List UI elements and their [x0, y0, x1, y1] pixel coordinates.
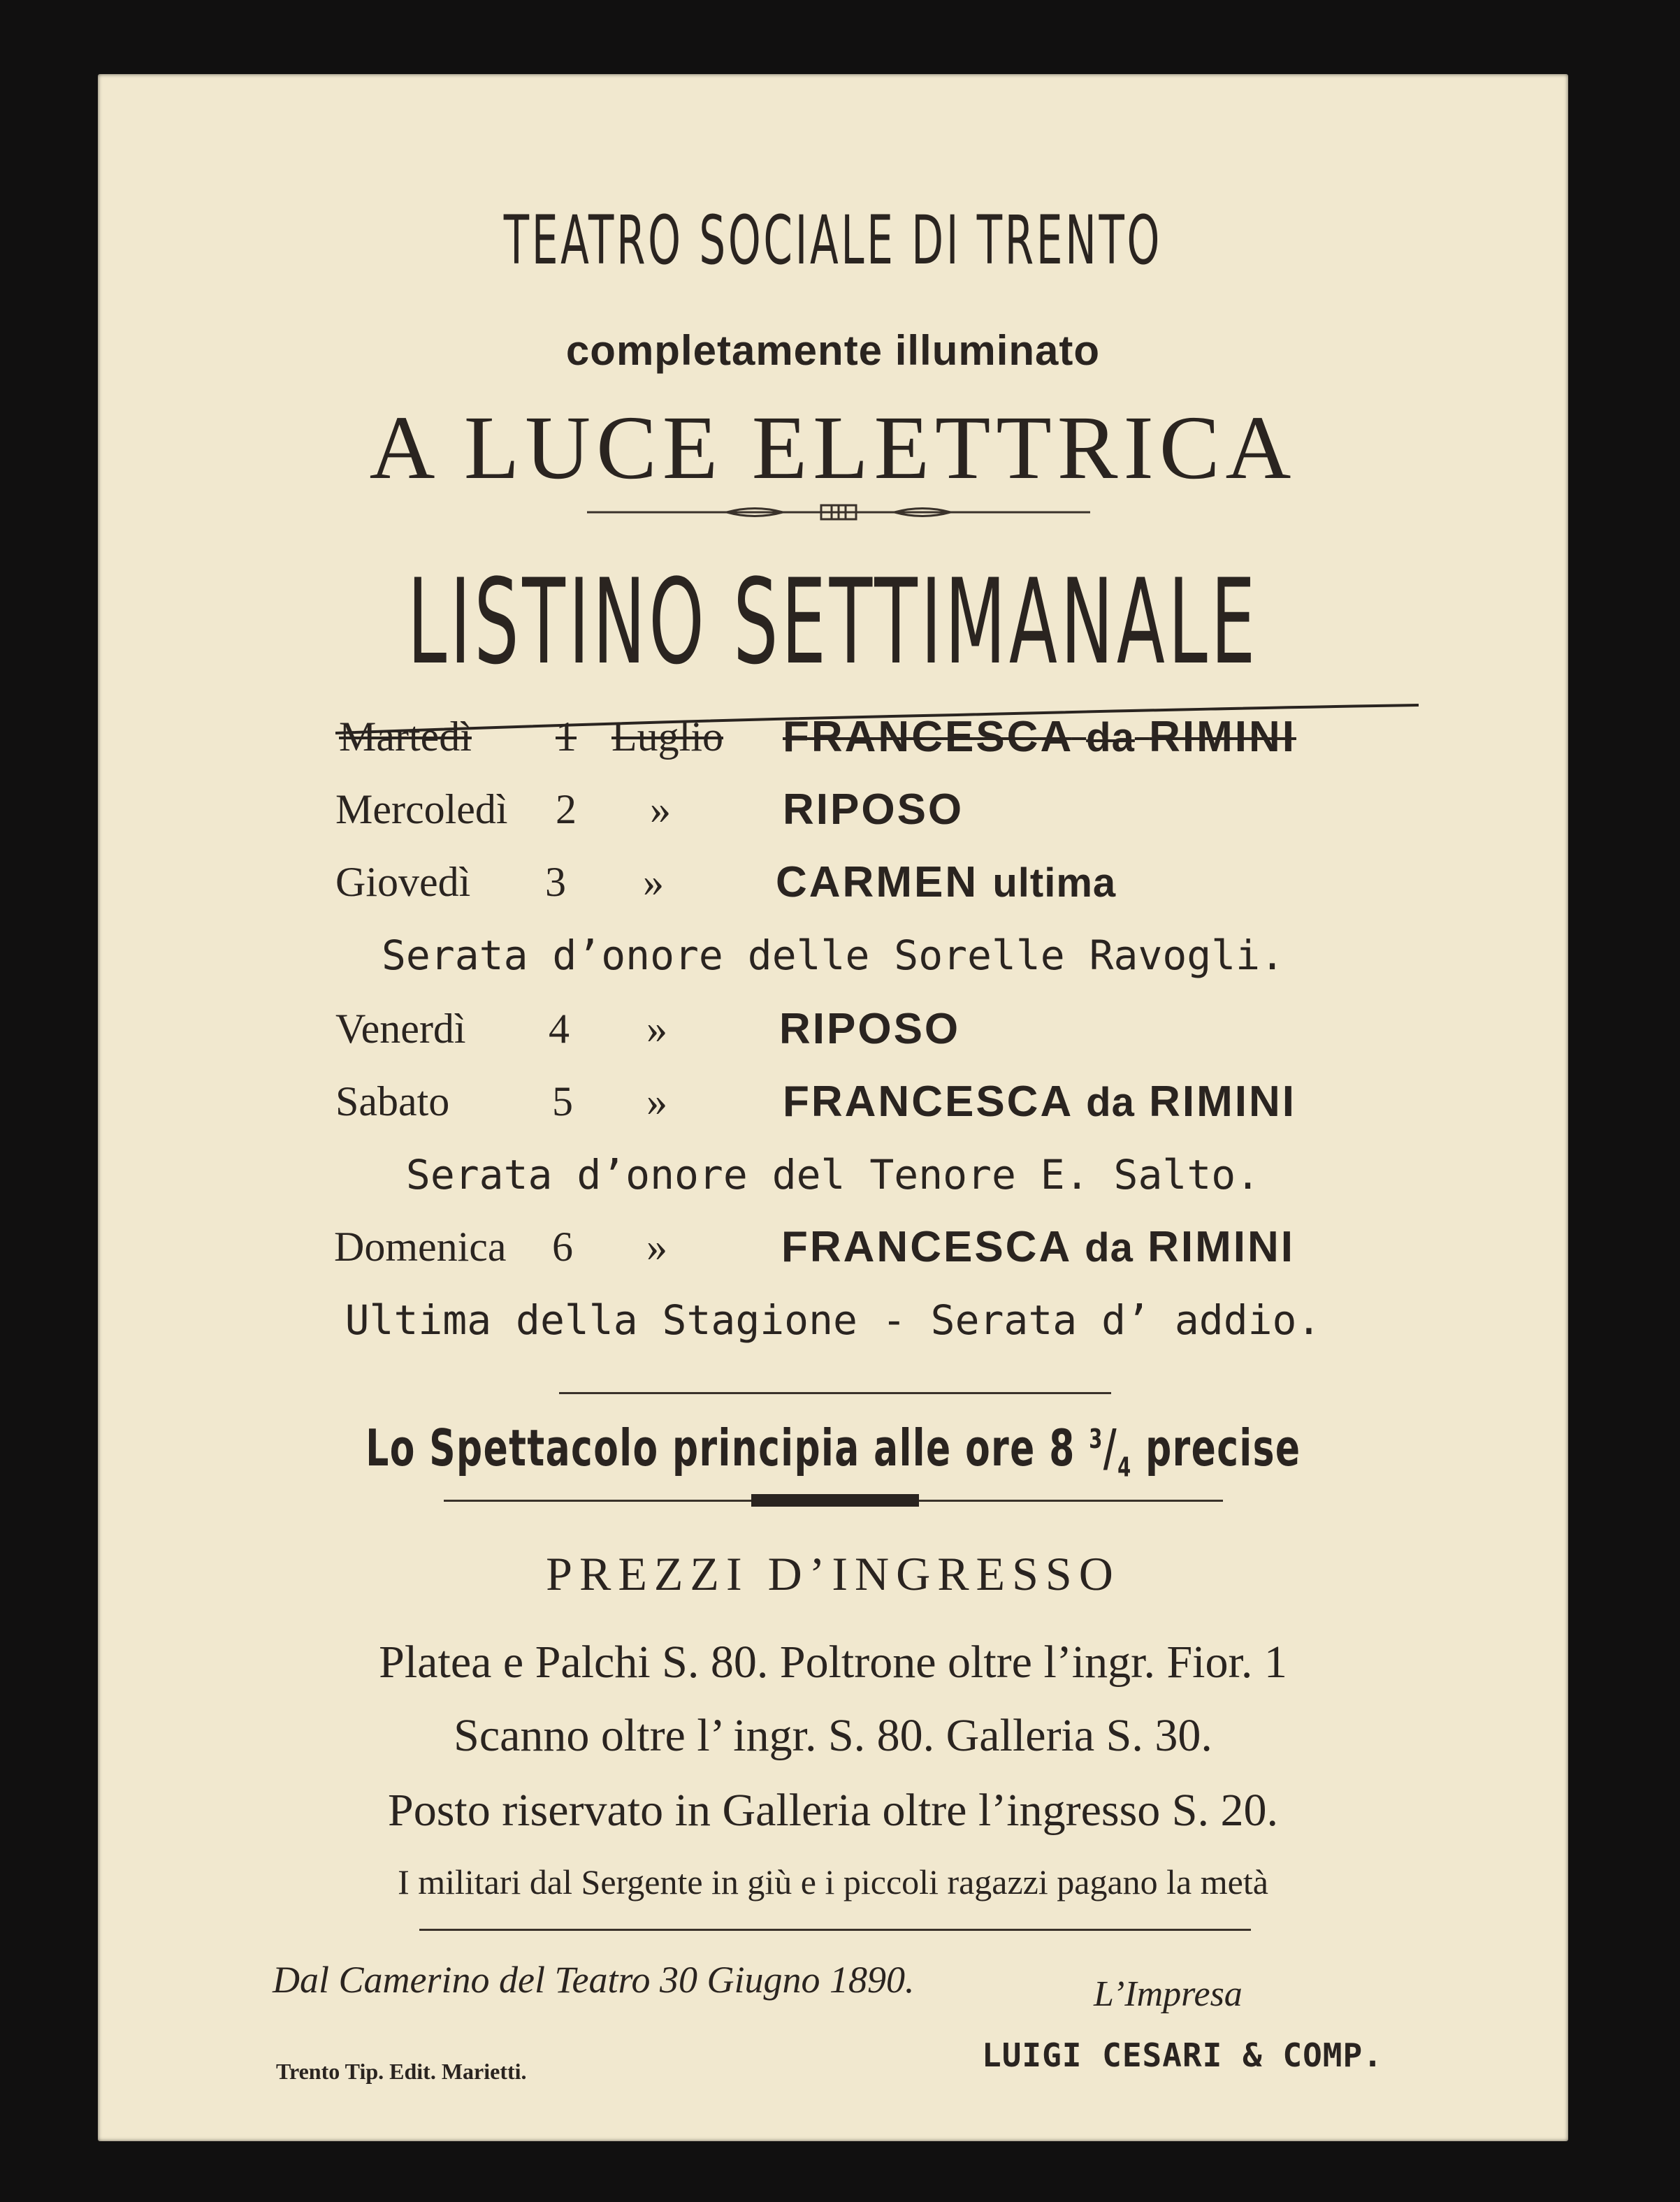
show-title: [783, 1080, 1296, 1124]
day-name: Giovedì: [335, 859, 471, 905]
day-name: Domenica: [334, 1224, 507, 1270]
day-name: Mercoledì: [335, 786, 508, 832]
divider-rule: [559, 1392, 1111, 1394]
day-month: »: [646, 1224, 667, 1270]
day-month: »: [643, 859, 664, 905]
cancel-stroke: [328, 700, 1447, 748]
price-line-4: I militari dal Sergente in giù e i piccoli ragazzi pagano la metà: [398, 1862, 1268, 1902]
day-number: 6: [552, 1224, 573, 1270]
show-name: FRANCESCA: [783, 1078, 1072, 1126]
day-month: »: [646, 1078, 667, 1124]
ornament-divider: [587, 502, 1090, 523]
day-number: 1: [556, 714, 577, 760]
dateline: Dal Camerino del Teatro 30 Giugno 1890.: [273, 1959, 915, 2001]
show-title: RIPOSO: [783, 785, 964, 834]
theatre-title-text: TEATRO SOCIALE DI TRENTO: [503, 201, 1163, 280]
fraction-numerator: 3: [1088, 1424, 1103, 1454]
divider-bar: [751, 1494, 919, 1507]
prices-title: PREZZI D’INGRESSO: [546, 1547, 1120, 1600]
show-name-tail: RIMINI: [1149, 713, 1296, 761]
start-time-main: Lo Spettacolo principia alle ore 8: [365, 1419, 1076, 1477]
price-line-1: Platea e Palchi S. 80. Poltrone oltre l’ingr. Fior. 1: [379, 1637, 1287, 1688]
note-giovedi: Serata d’onore delle Sorelle Ravogli.: [381, 932, 1284, 979]
show-connector: ultima: [992, 860, 1117, 906]
show-connector: da: [1085, 1225, 1134, 1270]
day-number: 2: [556, 786, 577, 832]
day-name: Martedì: [339, 714, 472, 760]
show-name: FRANCESCA: [783, 713, 1072, 761]
fraction-denominator: 4: [1117, 1451, 1132, 1483]
day-number: 5: [552, 1078, 573, 1124]
day-month: Luglio: [611, 714, 723, 760]
company-name: LUIGI CESARI & COMP.: [982, 2036, 1383, 2074]
price-line-3: Posto riservato in Galleria oltre l’ingresso S. 20.: [388, 1785, 1278, 1836]
note-domenica: Ultima della Stagione - Serata d’ addio.: [345, 1296, 1321, 1344]
list-title-text: LISTINO SETTIMANALE: [407, 553, 1259, 690]
printer-credit: Trento Tip. Edit. Marietti.: [276, 2059, 527, 2084]
day-month: »: [650, 786, 671, 832]
divider-rule: [419, 1929, 1251, 1931]
theatre-title: [98, 201, 1568, 280]
headline: A LUCE ELETTRICA: [369, 398, 1297, 498]
show-connector: da: [1086, 715, 1135, 760]
start-time-tail: precise: [1145, 1419, 1301, 1477]
list-title: [98, 553, 1568, 690]
show-title: [781, 1223, 1295, 1271]
day-name: Sabato: [335, 1078, 450, 1124]
show-title: RIPOSO: [779, 1005, 961, 1053]
start-time-text: Lo Spettacolo principia alle ore 8 $^3/_4$ precise: [365, 1419, 1301, 1483]
show-name-tail: RIMINI: [1147, 1223, 1295, 1271]
show-connector: da: [1086, 1080, 1135, 1125]
day-name: Venerdì: [335, 1006, 466, 1052]
show-title: [776, 858, 1117, 906]
note-sabato: Serata d’onore del Tenore E. Salto.: [405, 1151, 1261, 1198]
impresa-label: L’Impresa: [1094, 1974, 1243, 2014]
playbill-sheet: [98, 74, 1568, 2141]
day-number: 4: [549, 1006, 570, 1052]
day-month: »: [646, 1006, 667, 1052]
start-time: [98, 1419, 1568, 1483]
show-name: FRANCESCA: [781, 1223, 1071, 1271]
day-number: 3: [545, 859, 566, 905]
show-name: CARMEN: [776, 858, 979, 906]
price-line-2: Scanno oltre l’ ingr. S. 80. Galleria S. 30.: [454, 1710, 1212, 1761]
show-name-tail: RIMINI: [1149, 1078, 1296, 1126]
subtitle: completamente illuminato: [565, 327, 1101, 374]
